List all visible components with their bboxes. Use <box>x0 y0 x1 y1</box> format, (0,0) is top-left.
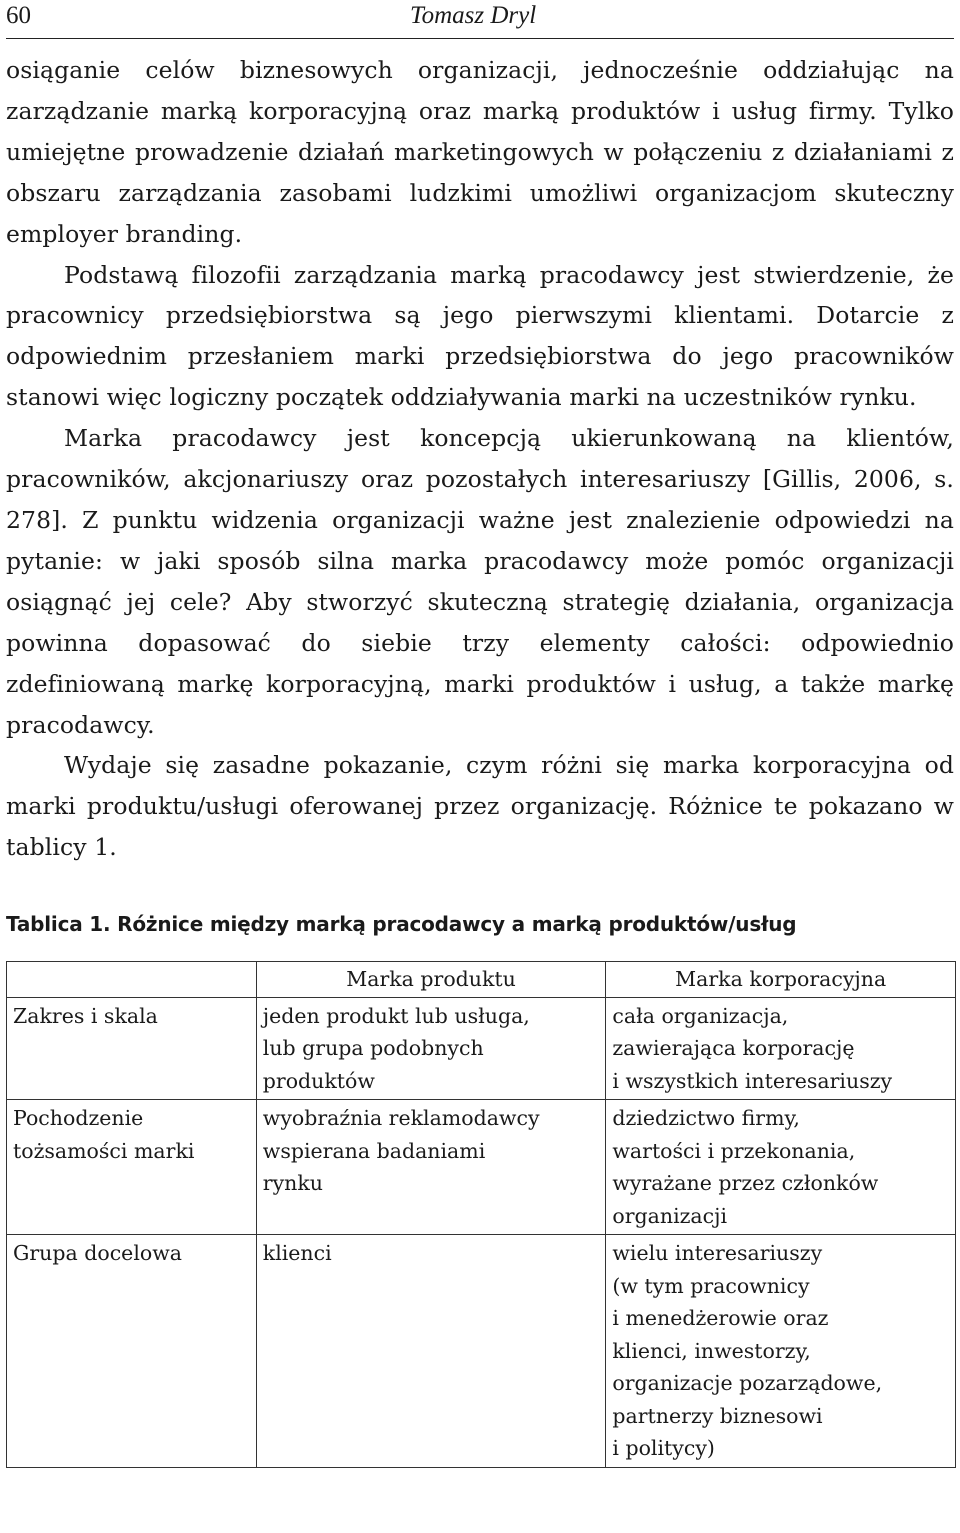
table-cell-product <box>256 1235 606 1468</box>
table-cell-line: dziedzictwo firmy, <box>612 1106 800 1131</box>
table-body <box>7 997 956 1467</box>
table-header-cell: Marka korporacyjna <box>606 962 956 998</box>
table-row <box>7 1235 956 1468</box>
table-cell-line: organizacje pozarządowe, <box>612 1371 883 1396</box>
table-cell-line: produktów <box>262 1068 375 1093</box>
table-row <box>7 997 956 1100</box>
table-cell-line: i politycy) <box>612 1436 715 1461</box>
table-cell-line: wyrażane przez członków <box>612 1171 879 1196</box>
table-cell-corporate <box>606 1235 956 1468</box>
table-cell-line: rynku <box>262 1171 323 1196</box>
table-caption: Tablica 1. Różnice między marką pracodawcy a marką produktów/usług <box>6 912 797 937</box>
table-cell-line: wspierana badaniami <box>262 1138 486 1163</box>
table-row <box>7 1100 956 1235</box>
table-cell-line: lub grupa podobnych <box>262 1036 484 1061</box>
page-number: 60 <box>6 2 31 29</box>
table-header-cell: Marka produktu <box>256 962 606 998</box>
table-cell-line: klienci, inwestorzy, <box>612 1338 811 1363</box>
table-cell-line: i wszystkich interesariuszy <box>612 1068 893 1093</box>
paragraph: Marka pracodawcy jest koncepcją ukierunkowaną na klientów, pracowników, akcjonariuszy oraz pozostałych interesariuszy [Gillis, 2006, s. 278]. Z punktu widzenia organizacji ważne jest znalezienie odpowiedzi na pytanie: w jaki sposób silna marka pracodawcy może pomóc organizacji osiągnąć jej cele? Aby stworzyć skuteczną strategię działania, organizacja powinna dopasować do siebie trzy elementy całości: odpowiednio zdefiniowaną markę korporacyjną, marki produktów i usług, a także markę pracodawcy. <box>6 424 954 739</box>
table-cell-line: klienci <box>262 1241 332 1266</box>
body-text <box>6 50 954 868</box>
page-header <box>6 0 954 39</box>
table-cell-line: i menedżerowie oraz <box>612 1306 829 1331</box>
table-cell-line: Grupa docelowa <box>13 1241 182 1266</box>
running-head-author: Tomasz Dryl <box>410 2 537 29</box>
paragraph: osiąganie celów biznesowych organizacji, jednocześnie oddziałując na zarządzanie marką korporacyjną oraz marką produktów i usług firmy. Tylko umiejętne prowadzenie działań marketingowych w połączeniu z działaniami z obszaru zarządzania zasobami ludzkimi umożliwi organizacjom skuteczny employer branding. <box>6 56 954 248</box>
table-cell-product <box>256 997 606 1100</box>
table-header-row <box>7 962 956 998</box>
table-cell-line: (w tym pracownicy <box>612 1273 810 1298</box>
table-cell-product <box>256 1100 606 1235</box>
table-cell-corporate <box>606 1100 956 1235</box>
table-cell-line: Pochodzenie <box>13 1106 144 1131</box>
table-cell-line: partnerzy biznesowi <box>612 1403 823 1428</box>
table-cell-line: wartości i przekonania, <box>612 1138 856 1163</box>
table-cell-line: tożsamości marki <box>13 1138 195 1163</box>
table-cell-line: jeden produkt lub usługa, <box>262 1003 530 1028</box>
table-cell-line: wielu interesariuszy <box>612 1241 823 1266</box>
table-cell-corporate <box>606 997 956 1100</box>
table-cell-label <box>7 1235 257 1468</box>
table-cell-line: zawierająca korporację <box>612 1036 855 1061</box>
table-cell-line: cała organizacja, <box>612 1003 789 1028</box>
table-header-cell <box>7 962 257 998</box>
paragraph: Podstawą filozofii zarządzania marką pracodawcy jest stwierdzenie, że pracownicy przedsiębiorstwa są jego pierwszymi klientami. Dotarcie z odpowiednim przesłaniem marki przedsiębiorstwa do jego pracowników stanowi więc logiczny początek oddziaływania marki na uczestników rynku. <box>6 260 954 412</box>
comparison-table <box>6 961 956 1468</box>
document-page <box>6 0 954 1468</box>
table-cell-line: organizacji <box>612 1203 728 1228</box>
paragraph: Wydaje się zasadne pokazanie, czym różni się marka korporacyjna od marki produktu/usługi oferowanej przez organizację. Różnice te pokazano w tablicy 1. <box>6 751 954 862</box>
table-cell-label <box>7 997 257 1100</box>
table-cell-label <box>7 1100 257 1235</box>
table-cell-line: wyobraźnia reklamodawcy <box>262 1106 540 1131</box>
table-cell-line: Zakres i skala <box>13 1003 158 1028</box>
